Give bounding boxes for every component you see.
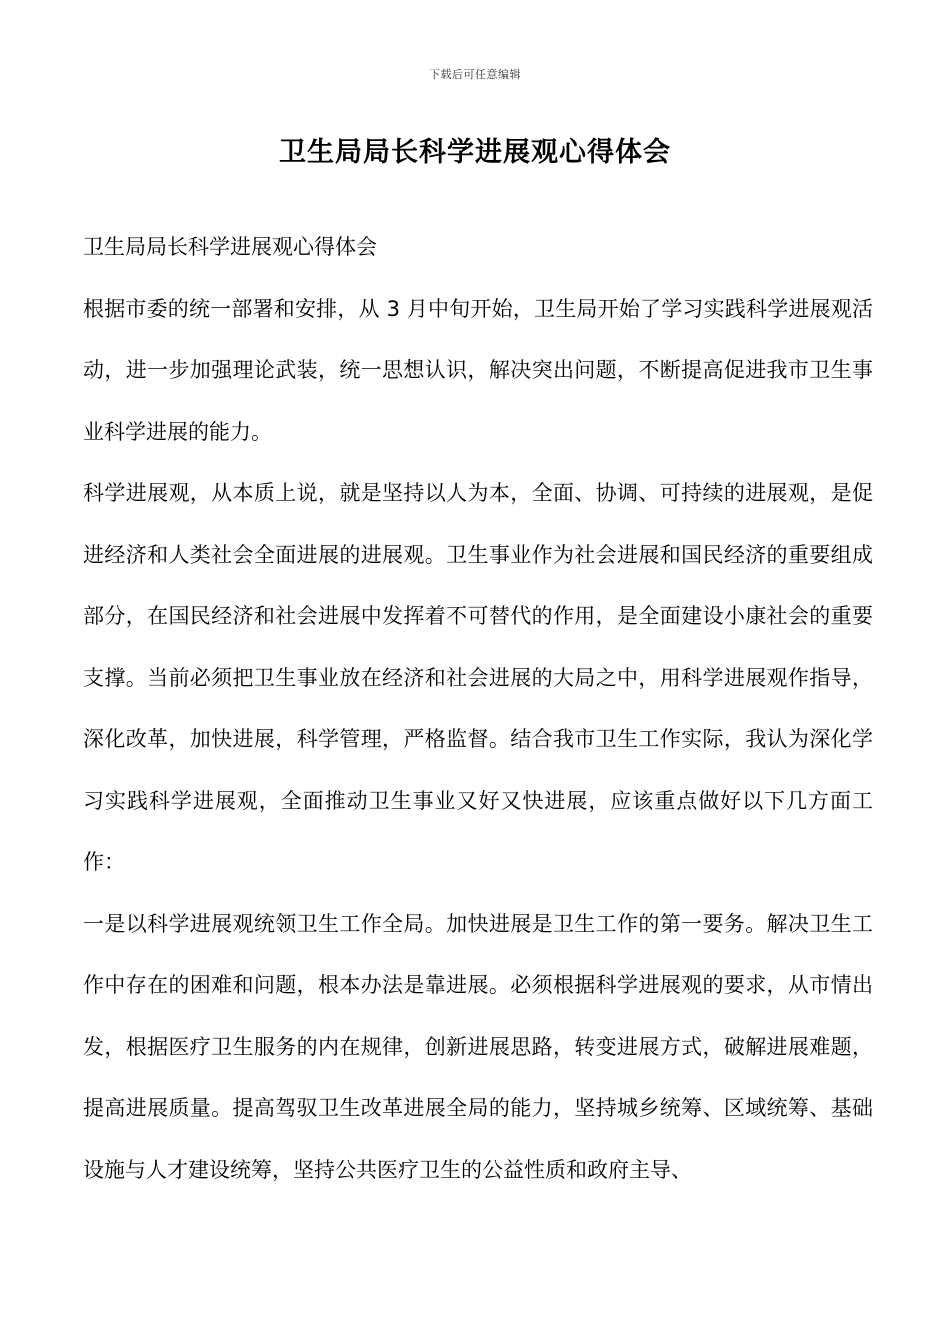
document-body: [83, 217, 873, 1201]
paragraph-subtitle: 卫生局局长科学进展观心得体会: [83, 235, 377, 259]
paragraph: 根据市委的统一部署和安排，从 3 月中旬开始，卫生局开始了学习实践科学进展观活动，进一步加强理论武装，统一思想认识，解决突出问题，不断提高促进我市卫生事业科学进展的能力。: [83, 296, 873, 444]
header-note: 下载后可任意编辑: [429, 68, 521, 81]
paragraph: 科学进展观，从本质上说，就是坚持以人为本，全面、协调、可持续的进展观，是促进经济和人类社会全面进展的进展观。卫生事业作为社会进展和国民经济的重要组成部分，在国民经济和社会进展中发挥着不可替代的作用，是全面建设小康社会的重要支撑。当前必须把卫生事业放在经济和社会进展的大局之中，用科学进展观作指导，深化改革，加快进展，科学管理，严格监督。结合我市卫生工作实际，我认为深化学习实践科学进展观，全面推动卫生事业又好又快进展，应该重点做好以下几方面工作：: [83, 481, 873, 874]
paragraph: 一是以科学进展观统领卫生工作全局。加快进展是卫生工作的第一要务。解决卫生工作中存在的困难和问题，根本办法是靠进展。必须根据科学进展观的要求，从市情出发，根据医疗卫生服务的内在规律，创新进展思路，转变进展方式，破解进展难题，提高进展质量。提高驾驭卫生改革进展全局的能力，坚持城乡统筹、区域统筹、基础设施与人才建设统筹，坚持公共医疗卫生的公益性质和政府主导、: [83, 911, 873, 1182]
document-title: 卫生局局长科学进展观心得体会: [279, 137, 671, 168]
